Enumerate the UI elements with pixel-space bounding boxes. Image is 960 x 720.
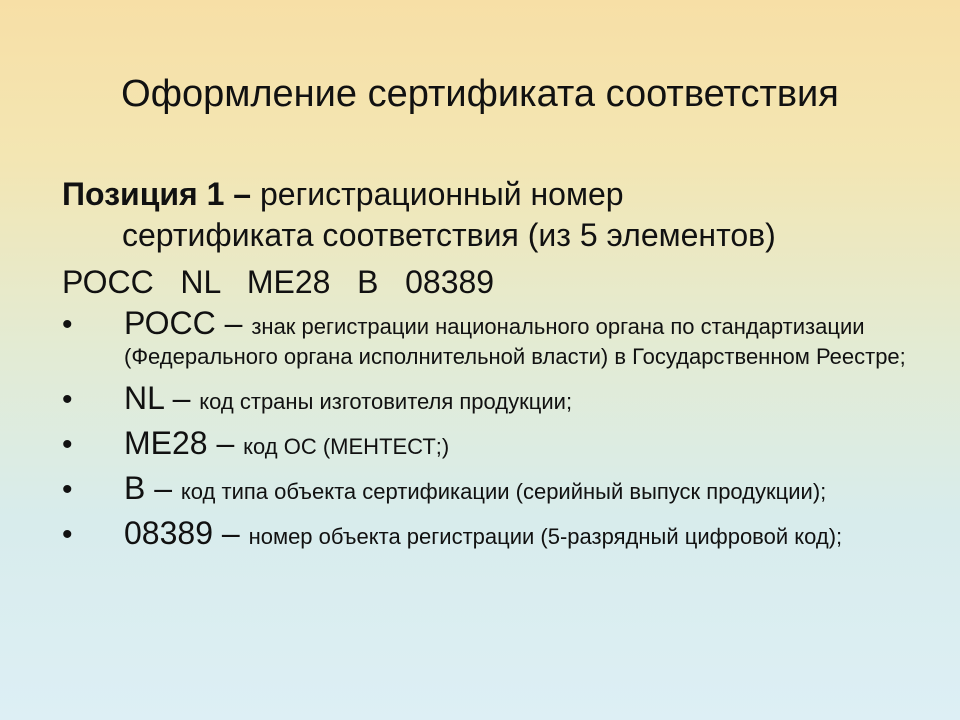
bullet-dash: – <box>215 305 252 341</box>
bullet-dash: – <box>212 515 249 551</box>
bullet-dash: – <box>145 470 181 506</box>
bullet-term: В <box>124 470 146 506</box>
bullet-dot: • <box>62 383 73 416</box>
certificate-code-line <box>62 262 494 302</box>
bullet-dot: • <box>62 473 73 506</box>
bullet-term: РОСС <box>124 305 216 341</box>
position-lead: Позиция 1 – <box>62 176 252 212</box>
bullet-dash: – <box>207 425 244 461</box>
bullet-item <box>62 425 922 462</box>
bullet-dot: • <box>62 308 73 341</box>
bullet-dot: • <box>62 428 73 461</box>
bullet-item <box>62 470 922 507</box>
bullet-desc: код типа объекта сертификации (серийный выпуск продукции); <box>180 479 827 504</box>
bullet-desc: знак регистрации национального органа по стандартизации (Федерального органа исполнительной власти) в Государственном Реестре; <box>124 314 906 369</box>
code-part: NL <box>180 264 221 300</box>
code-part: В <box>357 264 379 300</box>
bullet-item <box>62 305 922 372</box>
code-part: МЕ28 <box>246 264 331 300</box>
bullet-term: МЕ28 <box>124 425 208 461</box>
bullet-list <box>62 305 922 560</box>
bullet-desc: код страны изготовителя продукции; <box>199 389 573 414</box>
bullet-term: 08389 <box>124 515 213 551</box>
code-part: РОСС <box>62 264 154 300</box>
bullet-item <box>62 515 922 552</box>
bullet-dash: – <box>163 380 200 416</box>
bullet-desc: номер объекта регистрации (5-разрядный цифровой код); <box>248 524 843 549</box>
position-text-line1: регистрационный номер <box>251 176 624 212</box>
bullet-item <box>62 380 922 417</box>
bullet-term: NL <box>124 380 164 416</box>
position-text-line2: сертификата соответствия (из 5 элементов) <box>122 217 776 253</box>
bullet-desc: код ОС (МЕНТЕСТ;) <box>243 434 450 459</box>
bullet-dot: • <box>62 518 73 551</box>
slide-title: Оформление сертификата соответствия <box>121 73 839 115</box>
code-part: 08389 <box>405 264 495 300</box>
position-description <box>62 174 922 256</box>
